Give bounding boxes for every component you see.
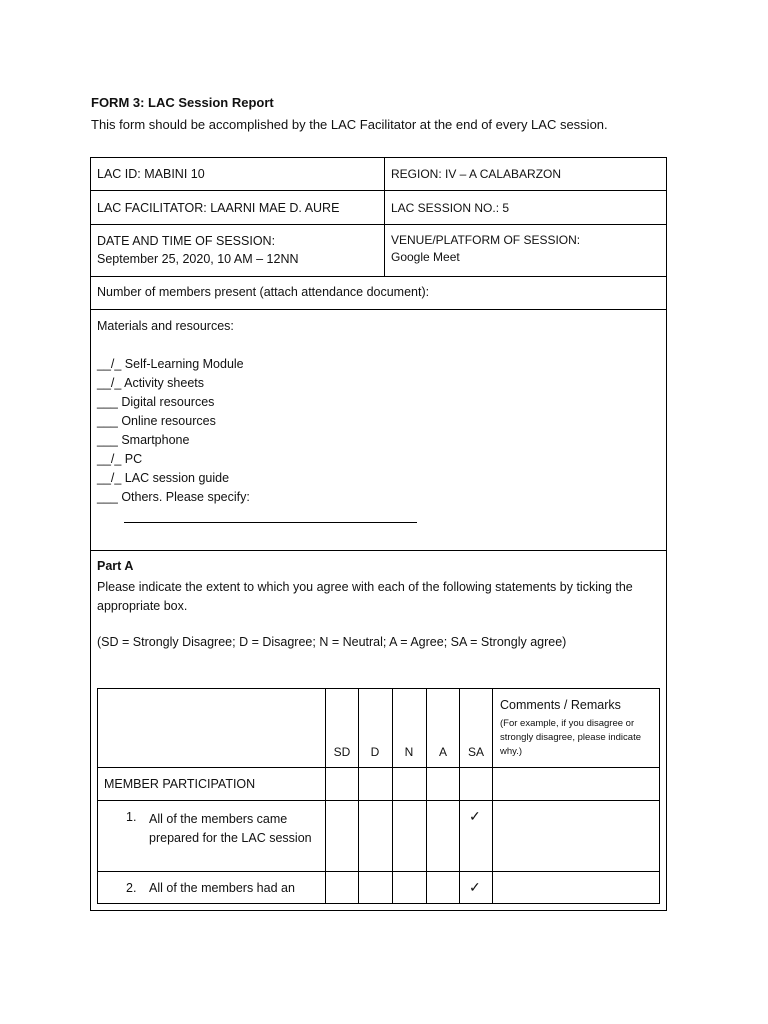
members-present: Number of members present (attach attendance document): xyxy=(97,285,430,299)
date-label: DATE AND TIME OF SESSION: xyxy=(97,234,276,248)
comments-title: Comments / Remarks xyxy=(500,698,621,712)
facilitator: LAC FACILITATOR: LAARNI MAE D. AURE xyxy=(97,201,340,215)
date-value: September 25, 2020, 10 AM – 12NN xyxy=(97,252,299,266)
check-mark-icon: ✓ xyxy=(469,879,481,895)
venue-label: VENUE/PLATFORM OF SESSION: xyxy=(391,233,581,247)
materials-list xyxy=(97,355,250,507)
col-sa: SA xyxy=(467,745,484,759)
form-title: FORM 3: LAC Session Report xyxy=(91,95,274,110)
material-item: __/_ LAC session guide xyxy=(97,471,230,485)
comments-note: (For example, if you disagree or strongly disagree, please indicate why.) xyxy=(500,718,642,757)
check-mark-icon: ✓ xyxy=(469,808,481,824)
col-sd: SD xyxy=(333,745,351,759)
row-statement: All of the members had an xyxy=(149,881,295,895)
material-item: __/_ Activity sheets xyxy=(97,376,205,390)
row-statement: All of the members came prepared for the LAC session xyxy=(149,812,312,845)
material-item: ___ Digital resources xyxy=(97,395,215,409)
part-a-instruction: Please indicate the extent to which you agree with each of the following statements by ticking the appropriate box. xyxy=(97,580,633,613)
material-item: __/_ PC xyxy=(97,452,143,466)
row-number: 2. xyxy=(126,881,137,895)
session-number: LAC SESSION NO.: 5 xyxy=(391,201,510,215)
part-a-heading: Part A xyxy=(97,559,134,573)
form-instructions: This form should be accomplished by the LAC Facilitator at the end of every LAC session. xyxy=(91,117,608,132)
material-item: ___ Others. Please specify: xyxy=(97,490,250,504)
row-number: 1. xyxy=(126,810,137,824)
col-d: D xyxy=(370,745,380,759)
region: REGION: IV – A CALABARZON xyxy=(391,167,562,181)
section-member-participation: MEMBER PARTICIPATION xyxy=(104,777,256,791)
materials-heading: Materials and resources: xyxy=(97,319,234,333)
material-item: __/_ Self-Learning Module xyxy=(97,357,244,371)
col-n: N xyxy=(404,745,414,759)
lac-id: LAC ID: MABINI 10 xyxy=(97,167,205,181)
venue-value: Google Meet xyxy=(391,250,460,264)
specify-blank-line xyxy=(124,522,417,523)
material-item: ___ Smartphone xyxy=(97,433,190,447)
material-item: ___ Online resources xyxy=(97,414,216,428)
rating-legend: (SD = Strongly Disagree; D = Disagree; N = Neutral; A = Agree; SA = Strongly agree) xyxy=(97,635,567,649)
rating-table xyxy=(97,688,660,904)
session-report-form xyxy=(90,157,667,911)
col-a: A xyxy=(438,745,447,759)
